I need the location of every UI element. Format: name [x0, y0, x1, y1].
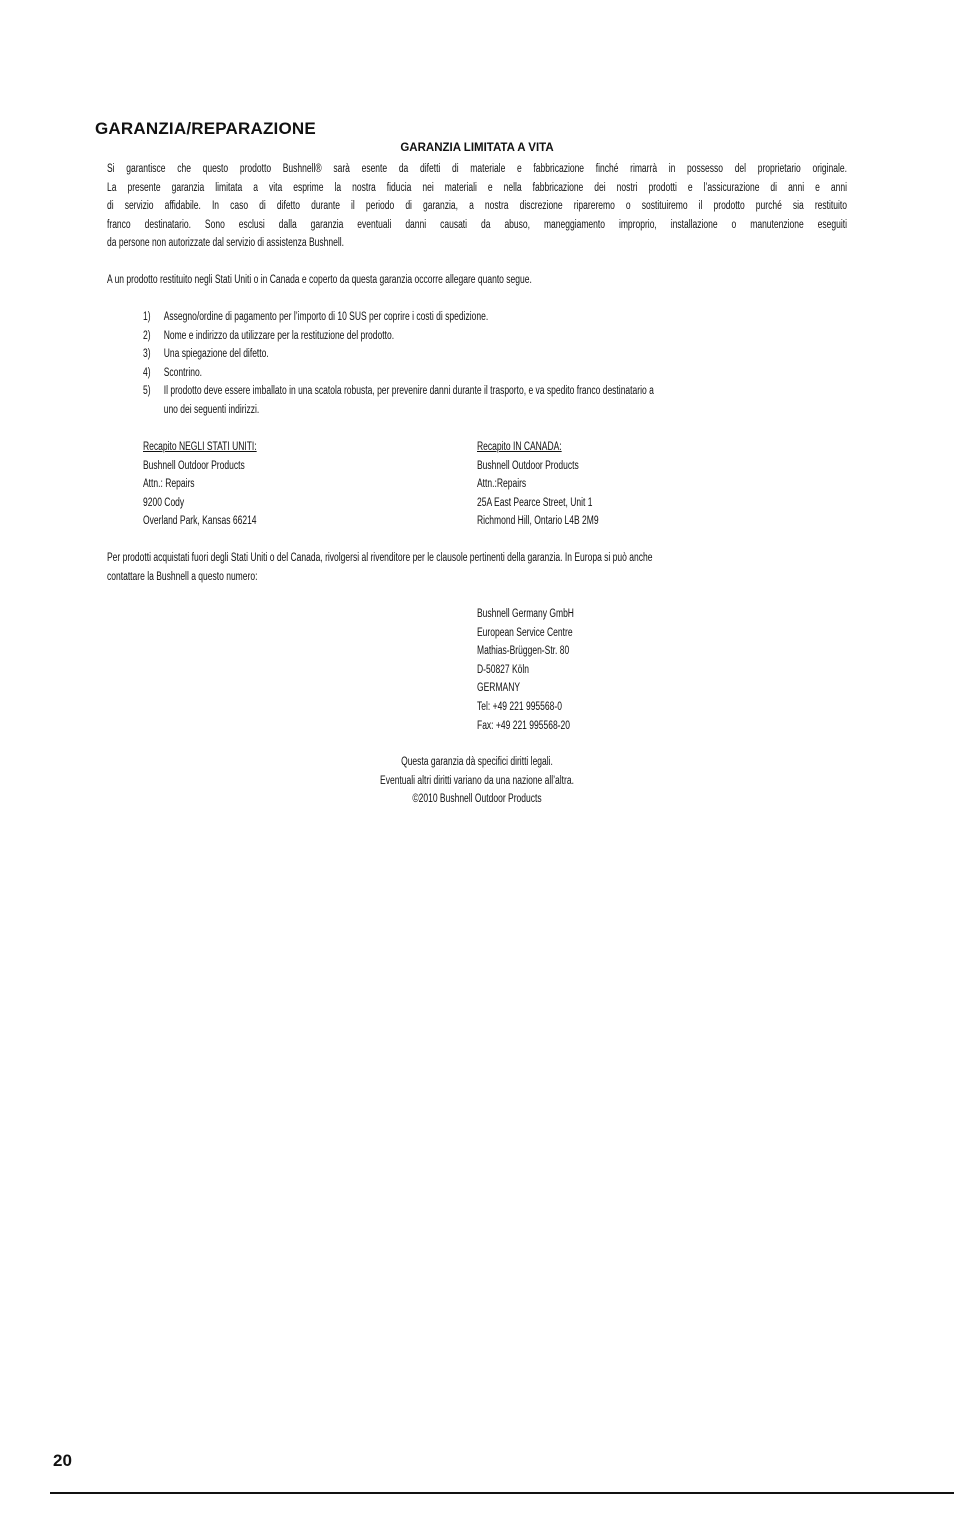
address-heading: Recapito IN CANADA:	[477, 441, 562, 453]
intro-line: La presente garanzia limitata a vita esprime la nostra fiducia nei materiali e nella fabbricazione dei nostri prodotti e l’assicurazione di anni e anni	[107, 181, 847, 194]
address-line: 25A East Pearce Street, Unit 1	[477, 496, 593, 509]
list-text: Una spiegazione del difetto.	[163, 348, 269, 361]
address-line: Attn.: Repairs	[143, 478, 195, 491]
outside-paragraph	[107, 549, 652, 586]
closing-notice	[124, 753, 830, 809]
list-number: 2)	[143, 329, 151, 342]
list-number: 1)	[143, 311, 151, 323]
address-line: Richmond Hill, Ontario L4B 2M9	[477, 515, 599, 528]
section-title: GARANZIA/REPARAZIONE	[95, 119, 316, 138]
outside-line: contattare la Bushnell a questo numero:	[107, 570, 258, 583]
page-number: 20	[53, 1451, 72, 1470]
intro-line: franco destinatario. Sono esclusi dalla garanzia eventuali danni causati da abuso, maneggiamento improprio, installazione o manutenzione eseguiti	[107, 218, 847, 231]
list-item	[143, 327, 839, 346]
intro-line: di servizio affidabile. In caso di difetto durante il periodo di garanzia, a nostra discrezione ripareremo o sostituiremo il prodotto purché sia restituito	[107, 200, 847, 213]
outside-line: Per prodotti acquistati fuori degli Stati Uniti o del Canada, rivolgersi al rivenditore per le clausole pertinenti della garanzia. In Europa si può anche	[107, 552, 653, 564]
list-item	[143, 308, 839, 327]
address-line: 9200 Cody	[143, 496, 185, 509]
list-text: Nome e indirizzo da utilizzare per la restituzione del prodotto.	[163, 329, 395, 342]
closing-line: Eventuali altri diritti variano da una nazione all’altra.	[380, 774, 574, 787]
fax-number: Fax: +49 221 995568-20	[477, 719, 570, 732]
list-text: Scontrino.	[163, 366, 203, 379]
warranty-intro-paragraph	[107, 160, 847, 253]
address-line: European Service Centre	[477, 626, 573, 639]
intro-line: da persone non autorizzate dal servizio di assistenza Bushnell.	[107, 237, 345, 250]
address-line: Attn.:Repairs	[477, 478, 527, 491]
list-number: 5)	[143, 385, 151, 398]
address-line: D-50827 Köln	[477, 663, 530, 676]
return-intro: A un prodotto restituito negli Stati Uniti o in Canada e coperto da questa garanzia occorre allegare quanto segue.	[107, 274, 532, 286]
footer-rule	[50, 1492, 954, 1494]
address-line: Bushnell Germany GmbH	[477, 608, 574, 620]
address-heading: Recapito NEGLI STATI UNITI:	[143, 441, 257, 453]
list-item	[143, 382, 839, 419]
list-text: Il prodotto deve essere imballato in una scatola robusta, per prevenire danni durante il trasporto, e va spedito franco destinatario a	[163, 385, 654, 398]
list-number: 3)	[143, 348, 151, 361]
requirements-list	[143, 308, 839, 420]
address-line: Mathias-Brüggen-Str. 80	[477, 645, 570, 658]
list-text-wrap	[164, 382, 830, 419]
address-line: Bushnell Outdoor Products	[143, 459, 245, 472]
list-text: Assegno/ordine di pagamento per l’importo di 10 SUS per coprire i costi di spedizione.	[163, 311, 489, 323]
copyright: ©2010 Bushnell Outdoor Products	[412, 793, 542, 806]
intro-line: Si garantisce che questo prodotto Bushnell® sarà esente da difetti di materiale e fabbricazione finché rimarrà in possesso del proprietario originale.	[107, 163, 847, 175]
list-item	[143, 345, 839, 364]
closing-line: Questa garanzia dà specifici diritti legali.	[401, 756, 553, 768]
address-line: Overland Park, Kansas 66214	[143, 515, 257, 528]
list-text: uno dei seguenti indirizzi.	[163, 403, 260, 416]
address-line: Bushnell Outdoor Products	[477, 459, 579, 472]
address-canada	[477, 438, 599, 531]
warranty-subtitle: GARANZIA LIMITATA A VITA	[400, 142, 554, 154]
address-europe	[477, 605, 574, 735]
list-number: 4)	[143, 366, 151, 379]
list-item	[143, 364, 839, 383]
address-line: GERMANY	[477, 682, 521, 695]
address-us	[143, 438, 257, 531]
phone-number: Tel: +49 221 995568-0	[477, 700, 562, 713]
